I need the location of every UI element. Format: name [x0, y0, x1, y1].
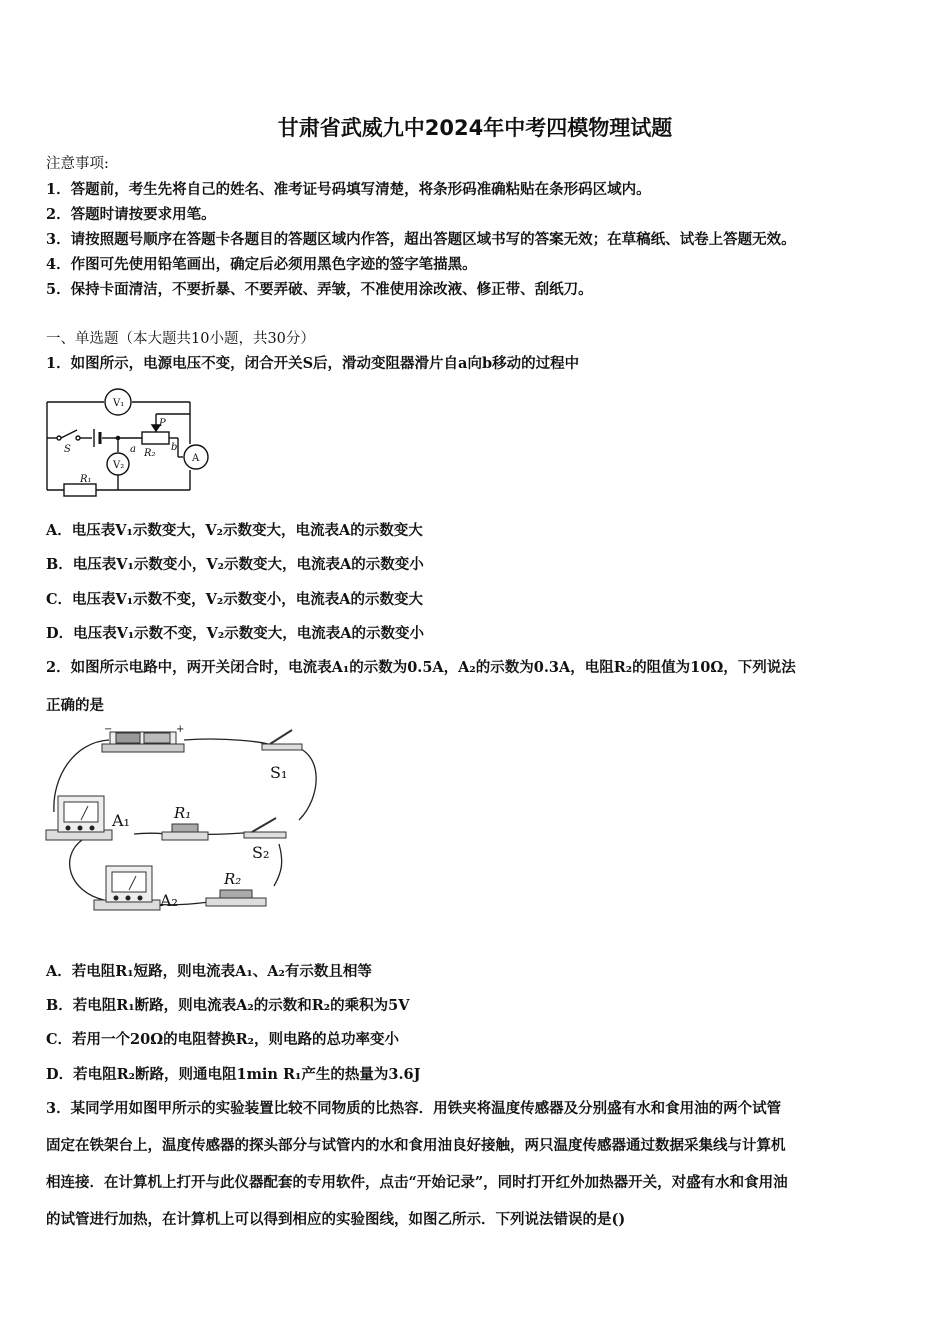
switch-s2 — [244, 818, 286, 862]
v2-label: V₂ — [113, 460, 125, 471]
q1-option-a: A．电压表V₁示数变大，V₂示数变大，电流表A的示数变大 — [46, 522, 423, 539]
q1-option-d: D．电压表V₁示数不变，V₂示数变大，电流表A的示数变小 — [46, 625, 425, 642]
q2-stem-line2: 正确的是 — [46, 697, 104, 714]
battery-plus-label: + — [176, 724, 185, 735]
q3-stem-line: 的试管进行加热，在计算机上可以得到相应的实验图线，如图乙所示．下列说法错误的是() — [46, 1211, 626, 1228]
battery-holder — [102, 724, 184, 752]
notice-item: 1．答题前，考生先将自己的姓名、准考证号码填写清楚，将条形码准确粘贴在条形码区域内。 — [46, 181, 651, 198]
q2-option-d: D．若电阻R₂断路，则通电阻1min R₁产生的热量为3.6J — [46, 1066, 421, 1083]
notice-item: 4．作图可先使用铅笔画出，确定后必须用黑色字迹的签字笔描黑。 — [46, 256, 477, 273]
a1-label: A₁ — [112, 811, 130, 830]
resistor-r1 — [162, 804, 208, 840]
q2-stem-line1: 2．如图所示电路中，两开关闭合时，电流表A₁的示数为0.5A，A₂的示数为0.3A，电阻R₂的阻值为10Ω，下列说法 — [46, 659, 796, 676]
switch-s1 — [262, 730, 302, 782]
q1-option-b: B．电压表V₁示数变小，V₂示数变大，电流表A的示数变小 — [46, 556, 424, 573]
q3-stem-line: 固定在铁架台上，温度传感器的探头部分与试管内的水和食用油良好接触，两只温度传感器通过数据采集线与计算机 — [46, 1137, 786, 1154]
resistor-r2 — [206, 870, 266, 906]
notice-item: 2．答题时请按要求用笔。 — [46, 206, 216, 223]
q1-circuit-diagram — [44, 384, 209, 497]
terminal-a-label: a — [130, 444, 136, 455]
s2-label: S₂ — [252, 843, 270, 862]
notice-item: 3．请按照题号顺序在答题卡各题目的答题区域内作答，超出答题区域书写的答案无效；在草稿纸、试卷上答题无效。 — [46, 231, 796, 248]
r1-label: R₁ — [80, 474, 92, 485]
r1-fig-label: R₁ — [174, 804, 192, 822]
notice-heading: 注意事项: — [46, 156, 109, 172]
q3-stem-line: 3．某同学用如图甲所示的实验装置比较不同物质的比热容．用铁夹将温度传感器及分别盛有水和食用油的两个试管 — [46, 1100, 782, 1117]
terminal-b-label: b — [171, 442, 178, 453]
section-heading: 一、单选题（本大题共10小题，共30分） — [46, 331, 315, 347]
q2-circuit-illustration — [44, 722, 329, 920]
slider-label: P — [159, 418, 166, 429]
q3-stem-line: 相连接．在计算机上打开与此仪器配套的专用软件，点击“开始记录”，同时打开红外加热器开关，对盛有水和食用油 — [46, 1174, 788, 1191]
s1-label: S₁ — [270, 763, 288, 782]
battery-minus-label: − — [104, 724, 113, 735]
q1-stem: 1．如图所示，电源电压不变，闭合开关S后，滑动变阻器滑片自a向b移动的过程中 — [46, 355, 580, 372]
q2-option-b: B．若电阻R₁断路，则电流表A₂的示数和R₂的乘积为5V — [46, 997, 410, 1014]
ammeter-a1 — [46, 796, 130, 840]
r2-fig-label: R₂ — [224, 870, 242, 888]
ammeter-label: A — [192, 453, 200, 464]
q1-option-c: C．电压表V₁示数不变，V₂示数变小，电流表A的示数变大 — [46, 591, 423, 608]
switch-label: S — [64, 444, 71, 455]
v1-label: V₁ — [113, 398, 125, 409]
page-title: 甘肃省武威九中2024年中考四模物理试题 — [277, 116, 673, 140]
notice-item: 5．保持卡面清洁，不要折暴、不要弄破、弄皱，不准使用涂改液、修正带、刮纸刀。 — [46, 281, 593, 298]
q2-option-c: C．若用一个20Ω的电阻替换R₂，则电路的总功率变小 — [46, 1031, 400, 1048]
a2-label: A₂ — [160, 891, 178, 910]
q2-option-a: A．若电阻R₁短路，则电流表A₁、A₂有示数且相等 — [46, 963, 372, 980]
r2-label: R₂ — [144, 448, 156, 459]
ammeter-a2 — [94, 866, 178, 910]
